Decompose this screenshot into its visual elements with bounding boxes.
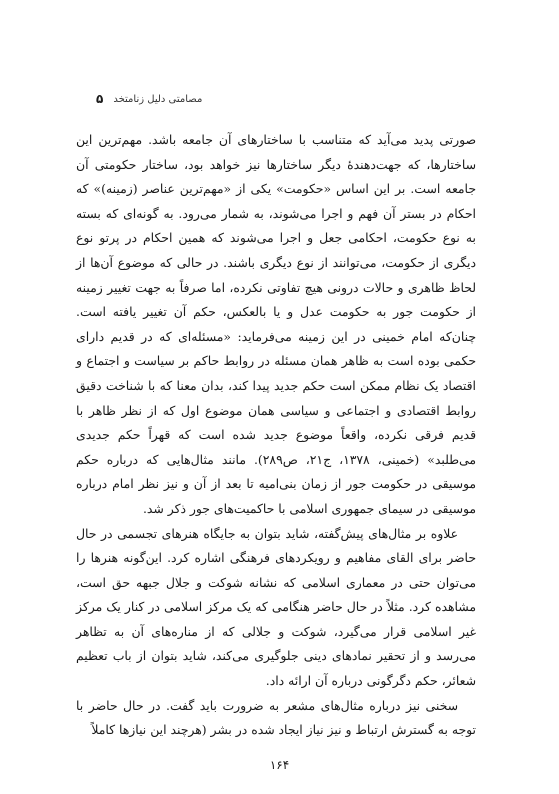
header-page-number: ۵	[96, 92, 104, 106]
paragraph: صورتی پدید می‌آید که متناسب با ساختارهای آن جامعه باشد. مهم‌ترین این ساختارها، که جهت‌دهندهٔ دیگر ساختارها نیز خواهد بود، ساختار حکومتی آن جامعه است. بر این اساس «حکومت» یکی از «مهم‌ترین عناصر (زمینه)» که احکام در بستر آن فهم و اجرا می‌شوند، به شمار می‌رود. به گونه‌ای که بسته به نوع حکومت، احکامی جعل و اجرا می‌شوند که همین احکام در پرتو نوع دیگری از حکومت، می‌توانند از نوع دیگری باشند. در حالی که موضوع آن‌ها از لحاظ ظاهری و حالات درونی هیچ تفاوتی نکرده، اما صرفاً به جهت تغییر زمینه از حکومت جور به حکومت عدل و یا بالعکس، حکم آن تغییر یافته است. چنان‌که امام خمینی در این زمینه می‌فرماید: «مسئله‌ای که در قدیم دارای حکمی بوده است به ظاهر همان مسئله در روابط حاکم بر سیاست و اجتماع و اقتصاد یک نظام ممکن است حکم جدید پیدا کند، بدان معنا که با شناخت دقیق روابط اقتصادی و اجتماعی و سیاسی همان موضوع اول که از نظر ظاهر با قدیم فرقی نکرده، واقعاً موضوع جدید شده است که قهراً حکم جدیدی می‌طلبد» (خمینی، ۱۳۷۸، ج۲۱، ص۲۸۹). مانند مثال‌هایی که درباره حکم موسیقی در حکومت جور از زمان بنی‌امیه تا بعد از آن و نیز نظر امام درباره موسیقی در سیمای جمهوری اسلامی با حاکمیت‌های جور ذکر شد.	[76, 132, 476, 516]
header-title: مصامتی دلیل زنامتخد	[113, 93, 203, 105]
paragraph: سخنی نیز درباره مثال‌های مشعر به ضرورت باید گفت. در حال حاضر با توجه به گسترش ارتباط و نیز نیاز ایجاد شده در بشر (هرچند این نیازها کاملاً	[76, 697, 476, 738]
paragraph: علاوه بر مثال‌های پیش‌گفته، شاید بتوان به جایگاه هنرهای تجسمی در حال حاضر برای القای مفاهیم و رویکردهای فرهنگی اشاره کرد. این‌گونه هنرها را می‌توان حتی در معماری اسلامی که نشانه شوکت و جلال جبهه حق است، مشاهده کرد. مثلاً در حال حاضر هنگامی که یک مرکز اسلامی در کنار یک مرکز غیر اسلامی قرار می‌گیرد، شوکت و جلالی که از مناره‌های آن به تظاهر می‌رسد و از تحقیر نمادهای دینی جلوگیری می‌کند، شاید بتوان از باب تعظیم شعائر، حکم دگرگونی درباره آن ارائه داد.	[76, 525, 476, 689]
running-header	[96, 88, 468, 110]
body-text	[76, 128, 476, 743]
footer-page-number: ۱۶۴	[269, 758, 290, 772]
